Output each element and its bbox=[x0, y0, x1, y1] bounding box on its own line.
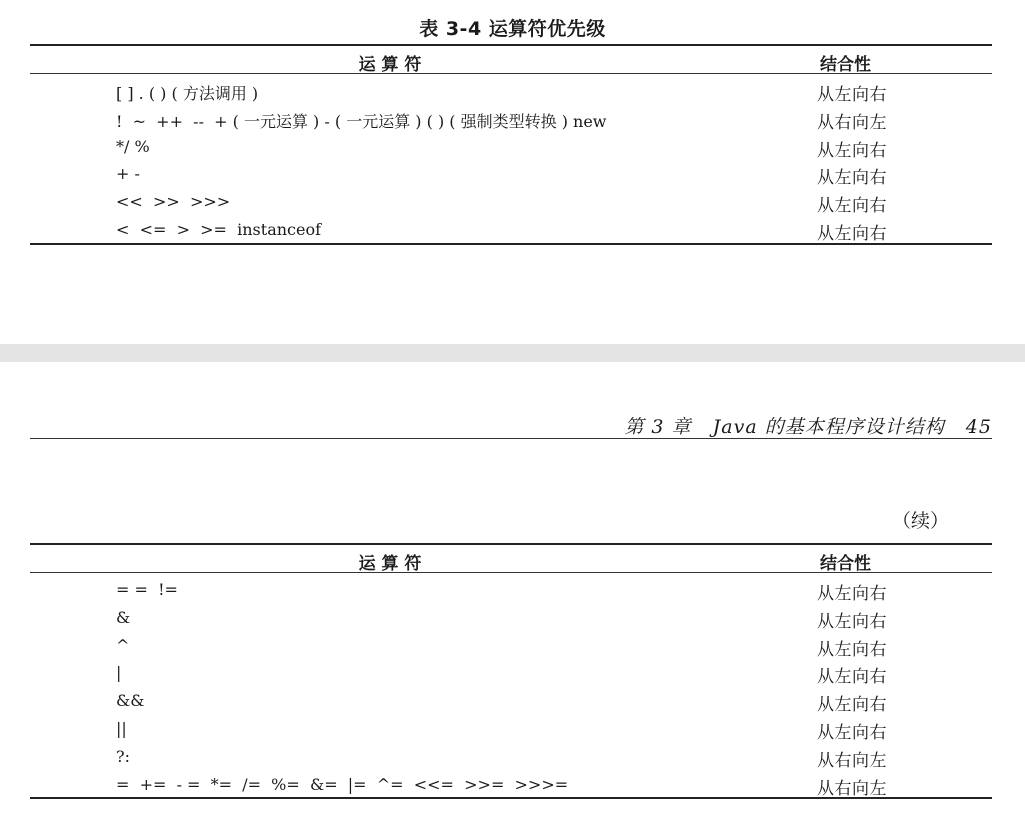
table-row bbox=[30, 575, 992, 603]
associativity-cell: 从左向右 bbox=[817, 667, 887, 688]
associativity-cell: 从左向右 bbox=[817, 611, 887, 632]
table-row bbox=[30, 658, 992, 686]
associativity-cell: 从左向右 bbox=[817, 223, 887, 244]
operator-cell: */ % bbox=[116, 136, 150, 156]
table-caption: 表 3-4 运算符优先级 bbox=[419, 18, 606, 40]
associativity-cell: 从左向右 bbox=[817, 584, 887, 604]
table-header-row bbox=[30, 545, 992, 572]
operator-cell: && bbox=[116, 691, 145, 711]
header-associativity: 结合性 bbox=[820, 554, 871, 574]
continued-label: （续） bbox=[892, 510, 950, 532]
page-top-section bbox=[0, 0, 1025, 344]
table-row bbox=[30, 215, 992, 243]
operator-cell: ! ~ ++ -- + ( 一元运算 ) - ( 一元运算 ) ( ) ( 强制类型转换 ) new bbox=[116, 111, 607, 131]
table-row bbox=[30, 603, 992, 631]
operator-cell: + - bbox=[116, 164, 140, 184]
associativity-cell: 从左向右 bbox=[817, 196, 887, 217]
associativity-cell: 从右向左 bbox=[817, 778, 887, 799]
associativity-cell: 从左向右 bbox=[817, 695, 887, 716]
associativity-cell: 从右向左 bbox=[817, 112, 887, 133]
header-operator: 运 算 符 bbox=[358, 554, 422, 574]
table-body bbox=[30, 573, 992, 797]
running-page-header bbox=[30, 408, 992, 439]
associativity-cell: 从左向右 bbox=[817, 639, 887, 660]
operator-cell: ?: bbox=[116, 746, 130, 766]
operator-cell: | bbox=[116, 663, 122, 683]
operator-cell: [ ] . ( ) ( 方法调用 ) bbox=[116, 84, 259, 103]
table-row bbox=[30, 159, 992, 187]
associativity-cell: 从左向右 bbox=[817, 85, 887, 105]
page-separator bbox=[0, 344, 1025, 362]
operator-cell: = += - = *= /= %= &= |= ^= <<= >>= >>>= bbox=[116, 774, 569, 794]
precedence-table-part-2 bbox=[30, 543, 992, 799]
page-header-text: 第 3 章 Java 的基本程序设计结构 45 bbox=[624, 416, 992, 438]
table-row bbox=[30, 742, 992, 770]
table-row bbox=[30, 686, 992, 714]
operator-cell: << >> >>> bbox=[116, 192, 231, 212]
operator-cell: ^ bbox=[116, 635, 130, 655]
table-row bbox=[30, 76, 992, 104]
table-body bbox=[30, 74, 992, 243]
associativity-cell: 从左向右 bbox=[817, 168, 887, 189]
header-associativity: 结合性 bbox=[820, 55, 871, 75]
table-row bbox=[30, 104, 992, 132]
table-row bbox=[30, 714, 992, 742]
table-row bbox=[30, 187, 992, 215]
operator-cell: || bbox=[116, 718, 127, 738]
associativity-cell: 从左向右 bbox=[817, 140, 887, 161]
table-header-row bbox=[30, 46, 992, 73]
table-row bbox=[30, 770, 992, 798]
operator-cell: < <= > >= instanceof bbox=[116, 219, 322, 239]
operator-cell: & bbox=[116, 607, 131, 627]
associativity-cell: 从右向左 bbox=[817, 750, 887, 771]
table-row bbox=[30, 132, 992, 160]
precedence-table-part-1 bbox=[30, 44, 992, 245]
header-operator: 运 算 符 bbox=[358, 55, 422, 75]
associativity-cell: 从左向右 bbox=[817, 722, 887, 743]
table-row bbox=[30, 631, 992, 659]
operator-cell: = = != bbox=[116, 580, 178, 599]
